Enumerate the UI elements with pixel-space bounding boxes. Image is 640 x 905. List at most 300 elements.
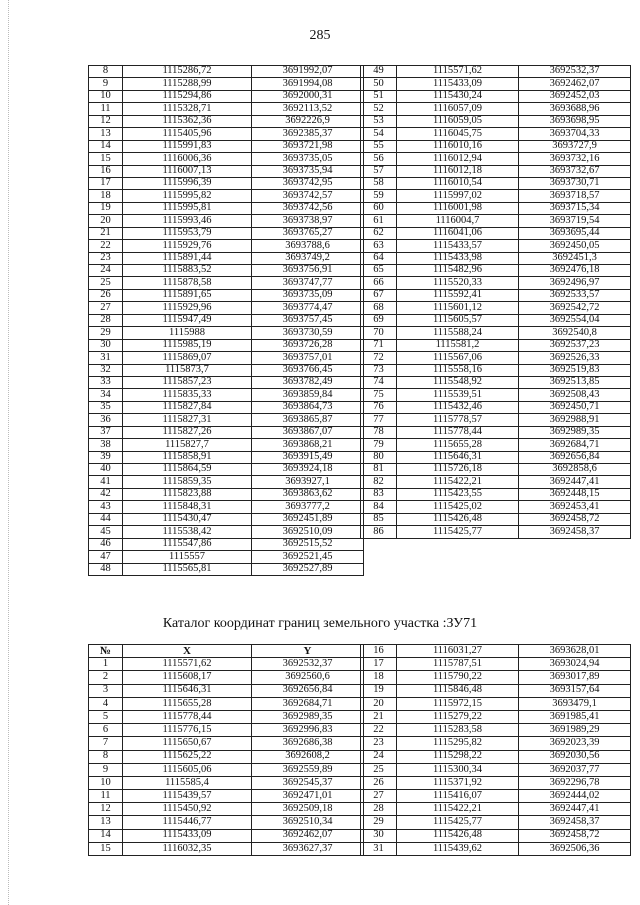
- x-coordinate: 1116010,54: [397, 177, 519, 189]
- x-coordinate: 1115425,77: [397, 526, 519, 538]
- point-number: 12: [89, 115, 123, 127]
- point-number: 18: [361, 671, 397, 684]
- table-row: [361, 842, 631, 855]
- y-coordinate: 3692444,02: [519, 790, 631, 803]
- table-row: [361, 190, 631, 202]
- y-coordinate: 3693738,97: [252, 215, 364, 227]
- page-number: 285: [309, 28, 331, 43]
- table-row: [89, 658, 364, 671]
- x-coordinate: 1115873,7: [123, 364, 252, 376]
- y-coordinate: 3692656,84: [519, 451, 631, 463]
- table-row: [361, 128, 631, 140]
- x-coordinate: 1115869,07: [123, 352, 252, 364]
- point-number: 40: [89, 464, 123, 476]
- table-row: [89, 277, 364, 289]
- y-coordinate: 3693735,09: [252, 289, 364, 301]
- y-coordinate: 3692527,89: [252, 563, 364, 575]
- x-coordinate: 1115433,57: [397, 240, 519, 252]
- point-number: 14: [89, 140, 123, 152]
- x-coordinate: 1115995,81: [123, 202, 252, 214]
- point-number: 27: [361, 790, 397, 803]
- y-coordinate: 3692450,71: [519, 401, 631, 413]
- point-number: 84: [361, 501, 397, 513]
- x-coordinate: 1115996,39: [123, 177, 252, 189]
- y-coordinate: 3693735,05: [252, 153, 364, 165]
- point-number: 77: [361, 414, 397, 426]
- x-coordinate: 1115929,96: [123, 302, 252, 314]
- y-coordinate: 3692686,38: [252, 737, 364, 750]
- table-row: [361, 289, 631, 301]
- table-row: [361, 265, 631, 277]
- y-coordinate: 3692451,3: [519, 252, 631, 264]
- table-row: [361, 684, 631, 697]
- point-number: 47: [89, 551, 123, 563]
- y-coordinate: 3692458,72: [519, 513, 631, 525]
- point-number: 7: [89, 737, 123, 750]
- x-coordinate: 1116032,35: [123, 842, 252, 855]
- point-number: 31: [89, 352, 123, 364]
- y-coordinate: 3693479,1: [519, 697, 631, 710]
- table-row: [361, 215, 631, 227]
- x-coordinate: 1115430,47: [123, 513, 252, 525]
- x-coordinate: 1115947,49: [123, 314, 252, 326]
- x-coordinate: 1115827,26: [123, 426, 252, 438]
- y-coordinate: 3692656,84: [252, 684, 364, 697]
- y-coordinate: 3692532,37: [519, 66, 631, 78]
- point-number: 23: [89, 252, 123, 264]
- point-number: 18: [89, 190, 123, 202]
- point-number: 80: [361, 451, 397, 463]
- table-row: [361, 426, 631, 438]
- x-coordinate: 1115405,96: [123, 128, 252, 140]
- x-coordinate: 1115823,88: [123, 488, 252, 500]
- point-number: 5: [89, 710, 123, 723]
- point-number: 20: [361, 697, 397, 710]
- point-number: 13: [89, 128, 123, 140]
- table-row: [89, 488, 364, 500]
- point-number: 63: [361, 240, 397, 252]
- table-row: [361, 763, 631, 776]
- y-coordinate: 3692226,9: [252, 115, 364, 127]
- x-coordinate: 1115988: [123, 327, 252, 339]
- table-row: [89, 790, 364, 803]
- point-number: 62: [361, 227, 397, 239]
- point-number: 61: [361, 215, 397, 227]
- point-number: 82: [361, 476, 397, 488]
- table-row: [361, 364, 631, 376]
- y-coordinate: 3692988,91: [519, 414, 631, 426]
- table-row: [89, 339, 364, 351]
- y-coordinate: 3692519,83: [519, 364, 631, 376]
- point-number: 38: [89, 439, 123, 451]
- point-number: 57: [361, 165, 397, 177]
- x-coordinate: 1115539,51: [397, 389, 519, 401]
- y-coordinate: 3693863,62: [252, 488, 364, 500]
- point-number: 42: [89, 488, 123, 500]
- x-coordinate: 1115827,31: [123, 414, 252, 426]
- y-coordinate: 3693774,47: [252, 302, 364, 314]
- point-number: 8: [89, 66, 123, 78]
- x-coordinate: 1115646,31: [123, 684, 252, 697]
- point-number: 20: [89, 215, 123, 227]
- x-coordinate: 1115827,7: [123, 439, 252, 451]
- table-row: [89, 389, 364, 401]
- point-number: 35: [89, 401, 123, 413]
- table-row: [89, 476, 364, 488]
- point-number: 6: [89, 724, 123, 737]
- table-row: [89, 103, 364, 115]
- y-coordinate: 3692858,6: [519, 464, 631, 476]
- y-coordinate: 3693627,37: [252, 842, 364, 855]
- y-coordinate: 3692533,57: [519, 289, 631, 301]
- y-coordinate: 3692559,89: [252, 763, 364, 776]
- table-row: [89, 426, 364, 438]
- table-row: [89, 538, 364, 550]
- y-coordinate: 3693756,91: [252, 265, 364, 277]
- y-coordinate: 3693766,45: [252, 364, 364, 376]
- y-coordinate: 3692989,35: [252, 710, 364, 723]
- y-coordinate: 3692113,52: [252, 103, 364, 115]
- x-coordinate: 1116057,09: [397, 103, 519, 115]
- table-row: [361, 750, 631, 763]
- point-number: 15: [89, 842, 123, 855]
- table-row: [89, 90, 364, 102]
- table-row: [89, 816, 364, 829]
- x-coordinate: 1115571,62: [397, 66, 519, 78]
- table-row: [89, 177, 364, 189]
- table-row: [361, 140, 631, 152]
- x-coordinate: 1115585,4: [123, 776, 252, 789]
- y-coordinate: 3692447,41: [519, 803, 631, 816]
- y-coordinate: 3693742,95: [252, 177, 364, 189]
- x-coordinate: 1115416,07: [397, 790, 519, 803]
- point-number: 70: [361, 327, 397, 339]
- table-row: [89, 563, 364, 575]
- x-coordinate: 1115776,15: [123, 724, 252, 737]
- table-row: [89, 327, 364, 339]
- point-number: 26: [361, 776, 397, 789]
- point-number: 86: [361, 526, 397, 538]
- x-coordinate: 1115608,17: [123, 671, 252, 684]
- point-number: 10: [89, 90, 123, 102]
- point-number: 66: [361, 277, 397, 289]
- table-row: [361, 790, 631, 803]
- point-number: 58: [361, 177, 397, 189]
- table-row: [361, 103, 631, 115]
- x-coordinate: 1115857,23: [123, 376, 252, 388]
- table-row: [89, 364, 364, 376]
- x-coordinate: 1115362,36: [123, 115, 252, 127]
- table-row: [89, 265, 364, 277]
- table-row: [89, 803, 364, 816]
- point-number: 41: [89, 476, 123, 488]
- table-row: [361, 501, 631, 513]
- y-coordinate: 3692023,39: [519, 737, 631, 750]
- y-coordinate: 3691992,07: [252, 66, 364, 78]
- table-row: [89, 684, 364, 697]
- table-row: [361, 488, 631, 500]
- y-coordinate: 3692513,85: [519, 376, 631, 388]
- table-row: [361, 314, 631, 326]
- x-coordinate: 1115450,92: [123, 803, 252, 816]
- table-row: [361, 389, 631, 401]
- point-number: 43: [89, 501, 123, 513]
- point-number: 60: [361, 202, 397, 214]
- y-coordinate: 3692030,56: [519, 750, 631, 763]
- table-row: [361, 401, 631, 413]
- table-row: [361, 476, 631, 488]
- point-number: 17: [361, 658, 397, 671]
- x-coordinate: 1115571,62: [123, 658, 252, 671]
- y-coordinate: 3693915,49: [252, 451, 364, 463]
- x-coordinate: 1115283,58: [397, 724, 519, 737]
- table-row: [361, 115, 631, 127]
- x-coordinate: 1115482,96: [397, 265, 519, 277]
- x-coordinate: 1115279,22: [397, 710, 519, 723]
- table-row: [361, 227, 631, 239]
- point-number: 74: [361, 376, 397, 388]
- x-coordinate: 1115547,86: [123, 538, 252, 550]
- point-number: 32: [89, 364, 123, 376]
- x-coordinate: 1115520,33: [397, 277, 519, 289]
- point-number: 22: [361, 724, 397, 737]
- y-coordinate: 3692447,41: [519, 476, 631, 488]
- table-row: [361, 202, 631, 214]
- x-coordinate: 1115846,48: [397, 684, 519, 697]
- x-coordinate: 1115423,55: [397, 488, 519, 500]
- point-number: 9: [89, 763, 123, 776]
- table-row: [361, 803, 631, 816]
- x-coordinate: 1115859,35: [123, 476, 252, 488]
- y-coordinate: 3693864,73: [252, 401, 364, 413]
- x-coordinate: 1115548,92: [397, 376, 519, 388]
- table-row: [361, 776, 631, 789]
- table-row: [361, 526, 631, 538]
- y-coordinate: 3691989,29: [519, 724, 631, 737]
- table-row: [89, 140, 364, 152]
- point-number: 29: [89, 327, 123, 339]
- x-coordinate: 1115432,46: [397, 401, 519, 413]
- point-number: 36: [89, 414, 123, 426]
- x-coordinate: 1115891,65: [123, 289, 252, 301]
- table-row: [89, 513, 364, 525]
- table-row: [361, 710, 631, 723]
- y-coordinate: 3692476,18: [519, 265, 631, 277]
- table-row: [89, 414, 364, 426]
- y-coordinate: 3692526,33: [519, 352, 631, 364]
- table-row: [361, 645, 631, 658]
- table-row: [89, 227, 364, 239]
- y-coordinate: 3693017,89: [519, 671, 631, 684]
- x-coordinate: 1115655,28: [397, 439, 519, 451]
- point-number: 33: [89, 376, 123, 388]
- y-coordinate: 3692508,43: [519, 389, 631, 401]
- table-row: [89, 314, 364, 326]
- table-row: [361, 464, 631, 476]
- point-number: 45: [89, 526, 123, 538]
- x-coordinate: 1115592,41: [397, 289, 519, 301]
- x-coordinate: 1116041,06: [397, 227, 519, 239]
- x-coordinate: 1115929,76: [123, 240, 252, 252]
- x-coordinate: 1115878,58: [123, 277, 252, 289]
- y-coordinate: 3692462,07: [252, 829, 364, 842]
- table-row: [89, 710, 364, 723]
- y-coordinate: 3692458,37: [519, 526, 631, 538]
- x-coordinate: 1115300,34: [397, 763, 519, 776]
- y-coordinate: 3692451,89: [252, 513, 364, 525]
- y-coordinate: 3692000,31: [252, 90, 364, 102]
- table-row: [361, 177, 631, 189]
- point-number: 11: [89, 103, 123, 115]
- y-coordinate: 3693718,57: [519, 190, 631, 202]
- table-row: [361, 414, 631, 426]
- x-coordinate: 1115995,82: [123, 190, 252, 202]
- y-coordinate: 3692450,05: [519, 240, 631, 252]
- point-number: 85: [361, 513, 397, 525]
- point-number: 54: [361, 128, 397, 140]
- x-coordinate: 1115565,81: [123, 563, 252, 575]
- x-coordinate: 1115883,52: [123, 265, 252, 277]
- y-coordinate: 3692506,36: [519, 842, 631, 855]
- x-coordinate: 1115538,42: [123, 526, 252, 538]
- y-coordinate: 3692542,72: [519, 302, 631, 314]
- section-title: Каталог координат границ земельного участка :ЗУ71: [162, 616, 478, 631]
- table-row: [89, 724, 364, 737]
- point-number: 65: [361, 265, 397, 277]
- point-number: 19: [89, 202, 123, 214]
- y-coordinate: 3692496,97: [519, 277, 631, 289]
- header-x: X: [123, 645, 252, 658]
- x-coordinate: 1115422,21: [397, 476, 519, 488]
- table-row: [361, 513, 631, 525]
- table-row: [361, 252, 631, 264]
- y-coordinate: 3693859,84: [252, 389, 364, 401]
- x-coordinate: 1115426,48: [397, 513, 519, 525]
- table-row: [89, 451, 364, 463]
- point-number: 48: [89, 563, 123, 575]
- table-row: [361, 439, 631, 451]
- y-coordinate: 3692510,09: [252, 526, 364, 538]
- point-number: 37: [89, 426, 123, 438]
- x-coordinate: 1115425,77: [397, 816, 519, 829]
- x-coordinate: 1115588,24: [397, 327, 519, 339]
- y-coordinate: 3692458,37: [519, 816, 631, 829]
- point-number: 51: [361, 90, 397, 102]
- x-coordinate: 1115778,44: [123, 710, 252, 723]
- table-row: [89, 829, 364, 842]
- y-coordinate: 3691985,41: [519, 710, 631, 723]
- table-row: [89, 190, 364, 202]
- x-coordinate: 1116010,16: [397, 140, 519, 152]
- table-row: [89, 842, 364, 855]
- x-coordinate: 1115422,21: [397, 803, 519, 816]
- point-number: 25: [89, 277, 123, 289]
- table-row: [361, 66, 631, 78]
- table-row: [89, 501, 364, 513]
- y-coordinate: 3693788,6: [252, 240, 364, 252]
- table-row: [89, 153, 364, 165]
- point-number: 30: [361, 829, 397, 842]
- x-coordinate: 1115972,15: [397, 697, 519, 710]
- y-coordinate: 3693730,71: [519, 177, 631, 189]
- y-coordinate: 3693924,18: [252, 464, 364, 476]
- point-number: 25: [361, 763, 397, 776]
- margin-line: [8, 0, 10, 905]
- y-coordinate: 3692521,45: [252, 551, 364, 563]
- y-coordinate: 3692385,37: [252, 128, 364, 140]
- y-coordinate: 3692989,35: [519, 426, 631, 438]
- table-row: [361, 327, 631, 339]
- point-number: 56: [361, 153, 397, 165]
- point-number: 64: [361, 252, 397, 264]
- x-coordinate: 1116001,98: [397, 202, 519, 214]
- point-number: 72: [361, 352, 397, 364]
- y-coordinate: 3692537,23: [519, 339, 631, 351]
- table-row: [89, 697, 364, 710]
- point-number: 59: [361, 190, 397, 202]
- y-coordinate: 3692509,18: [252, 803, 364, 816]
- table-row: [361, 78, 631, 90]
- point-number: 55: [361, 140, 397, 152]
- point-number: 9: [89, 78, 123, 90]
- x-coordinate: 1115997,02: [397, 190, 519, 202]
- x-coordinate: 1115726,18: [397, 464, 519, 476]
- x-coordinate: 1116004,7: [397, 215, 519, 227]
- y-coordinate: 3693695,44: [519, 227, 631, 239]
- table-row: [89, 526, 364, 538]
- x-coordinate: 1115650,67: [123, 737, 252, 750]
- point-number: 21: [89, 227, 123, 239]
- table-row: [361, 697, 631, 710]
- point-number: 28: [89, 314, 123, 326]
- x-coordinate: 1115426,48: [397, 829, 519, 842]
- y-coordinate: 3692037,77: [519, 763, 631, 776]
- y-coordinate: 3693719,54: [519, 215, 631, 227]
- x-coordinate: 1115286,72: [123, 66, 252, 78]
- y-coordinate: 3693757,01: [252, 352, 364, 364]
- y-coordinate: 3693777,2: [252, 501, 364, 513]
- table-row: [89, 66, 364, 78]
- x-coordinate: 1115778,44: [397, 426, 519, 438]
- y-coordinate: 3692448,15: [519, 488, 631, 500]
- table-row: [89, 165, 364, 177]
- x-coordinate: 1115646,31: [397, 451, 519, 463]
- point-number: 81: [361, 464, 397, 476]
- point-number: 28: [361, 803, 397, 816]
- y-coordinate: 3692458,72: [519, 829, 631, 842]
- table-row: [361, 737, 631, 750]
- x-coordinate: 1115433,98: [397, 252, 519, 264]
- x-coordinate: 1115848,31: [123, 501, 252, 513]
- y-coordinate: 3693742,57: [252, 190, 364, 202]
- x-coordinate: 1116031,27: [397, 645, 519, 658]
- x-coordinate: 1115827,84: [123, 401, 252, 413]
- point-number: 24: [89, 265, 123, 277]
- x-coordinate: 1115558,16: [397, 364, 519, 376]
- y-coordinate: 3693628,01: [519, 645, 631, 658]
- point-number: 8: [89, 750, 123, 763]
- x-coordinate: 1115605,06: [123, 763, 252, 776]
- point-number: 22: [89, 240, 123, 252]
- x-coordinate: 1115328,71: [123, 103, 252, 115]
- point-number: 78: [361, 426, 397, 438]
- y-coordinate: 3693727,9: [519, 140, 631, 152]
- table-row: [89, 776, 364, 789]
- table-row: [361, 90, 631, 102]
- x-coordinate: 1115953,79: [123, 227, 252, 239]
- y-coordinate: 3692462,07: [519, 78, 631, 90]
- y-coordinate: 3692453,41: [519, 501, 631, 513]
